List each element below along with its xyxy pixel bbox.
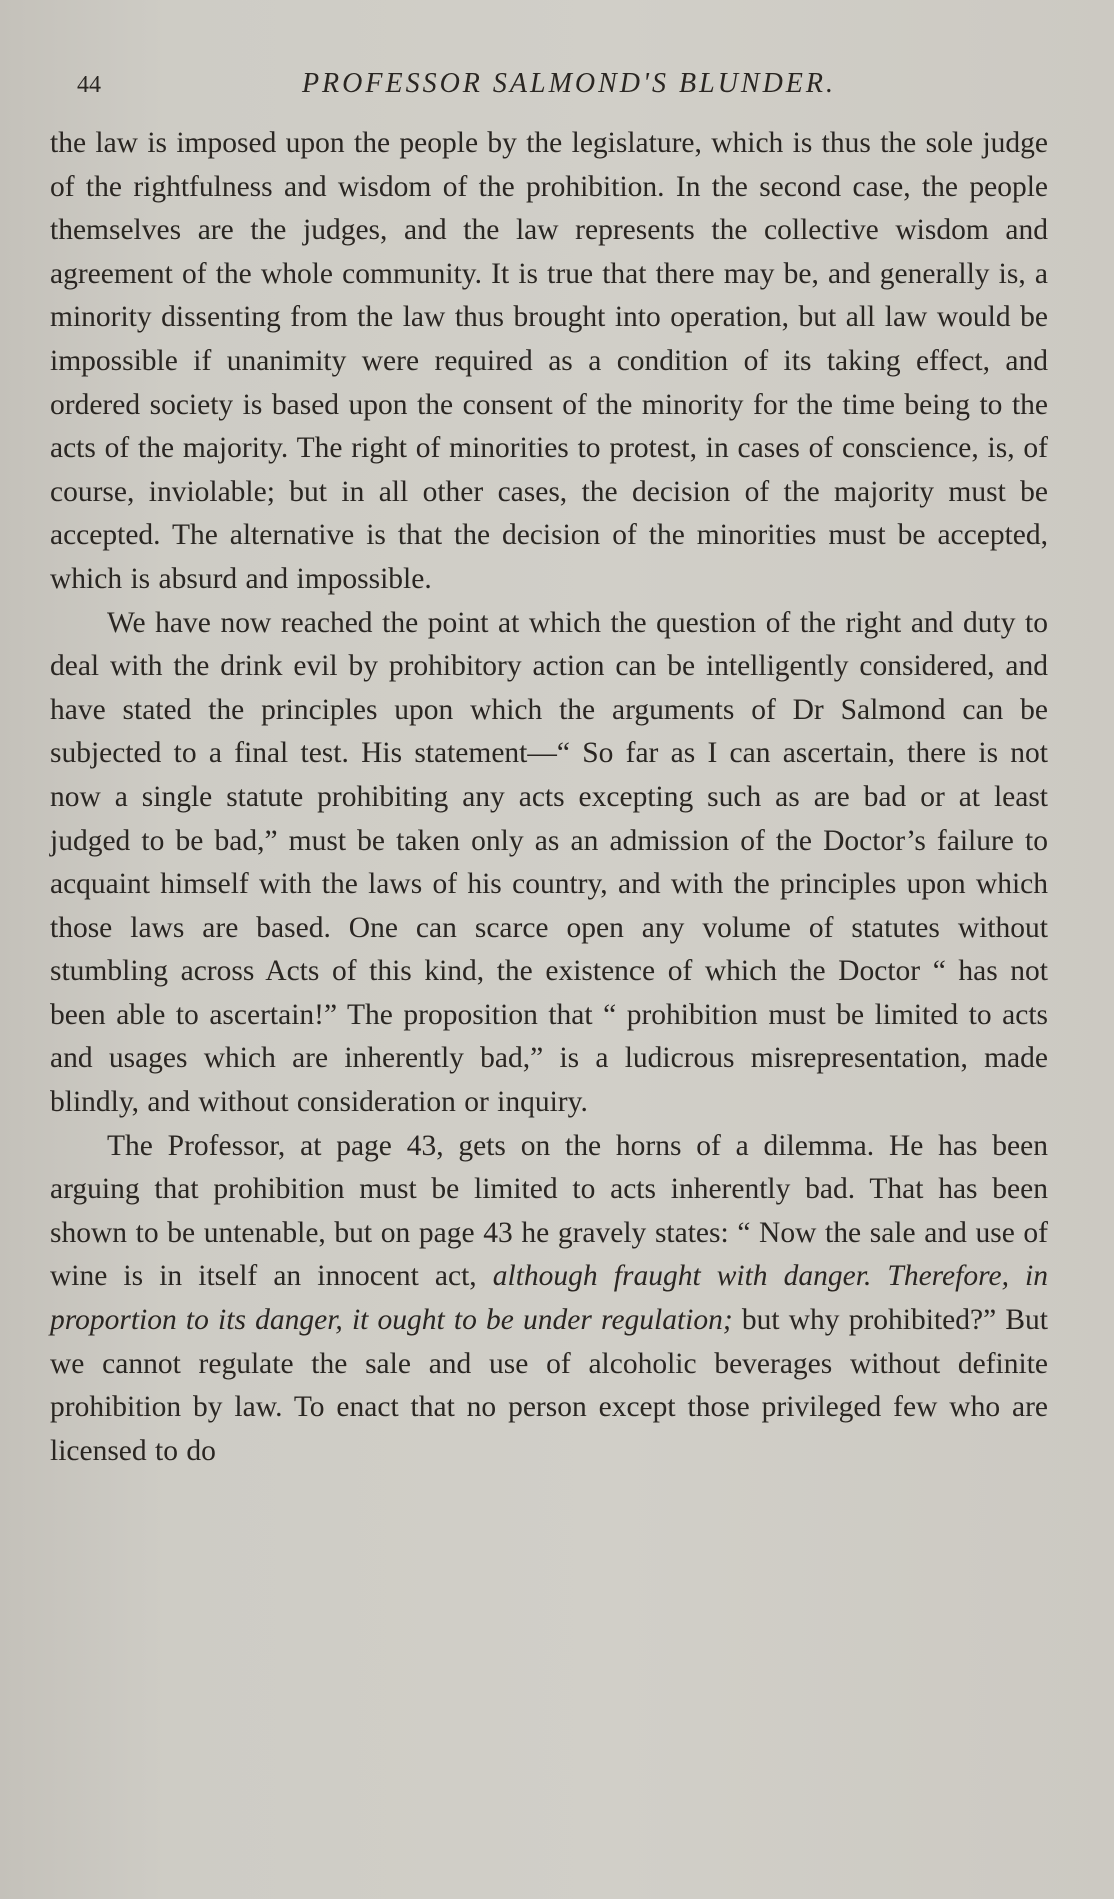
running-title: PROFESSOR SALMOND'S BLUNDER. [301, 68, 837, 99]
paragraph-1: the law is imposed upon the people by the legislature, which is thus the sole judge of the rightfulness and wisdom of the prohibition. In the second case, the people themselves are the judges, and the law represents the collective wisdom and agreement of the whole community. It is true that there may be, and generally is, a minority dissenting from the law thus brought into operation, but all law would be impossible if unanimity were required as a condition of its taking effect, and ordered society is based upon the consent of the minority for the time being to the acts of the majority. The right of minorities to protest, in cases of conscience, is, of course, inviolable; but in all other cases, the decision of the majority must be accepted. The alternative is that the decision of the minorities must be accepted, which is absurd and impossible. [50, 127, 1048, 595]
paragraph-3-text-a: The Professor, at page 43, gets on the horns of a dilemma. He has been arguing that prohibition must be limited to acts inherently bad. That has been shown to be untenable, but on page 43 he gravely states: “ Now the sale and use of wine is in itself an innocent act, [50, 1129, 1048, 1293]
paragraph-3-text-b: but why prohibited?” But we cannot regulate the sale and use of alcoholic beverages without definite prohibition by law. To enact that no person except those privileged few who are licensed to do [50, 1304, 1048, 1467]
running-head [50, 60, 1048, 108]
paragraph-3-italic-quote: although fraught with danger. Therefore, in proportion to its danger, it ought to be under regulation; [50, 1260, 1048, 1337]
page-number: 44 [77, 72, 101, 98]
paragraph-3 [50, 1125, 1048, 1474]
paragraph-2: We have now reached the point at which the question of the right and duty to deal with the drink evil by prohibitory action can be intelligently considered, and have stated the principles upon which the arguments of Dr Salmond can be subjected to a final test. His statement—“ So far as I can ascertain, there is not now a single statute prohibiting any acts excepting such as are bad or at least judged to be bad,” must be taken only as an admission of the Doctor’s failure to acquaint himself with the laws of his country, and with the principles upon which those laws are based. One can scarce open any volume of statutes without stumbling across Acts of this kind, the existence of which the Doctor “ has not been able to ascertain!” The proposition that “ prohibition must be limited to acts and usages which are inherently bad,” is a ludicrous misrepresentation, made blindly, and without consideration or inquiry. [50, 606, 1048, 1119]
